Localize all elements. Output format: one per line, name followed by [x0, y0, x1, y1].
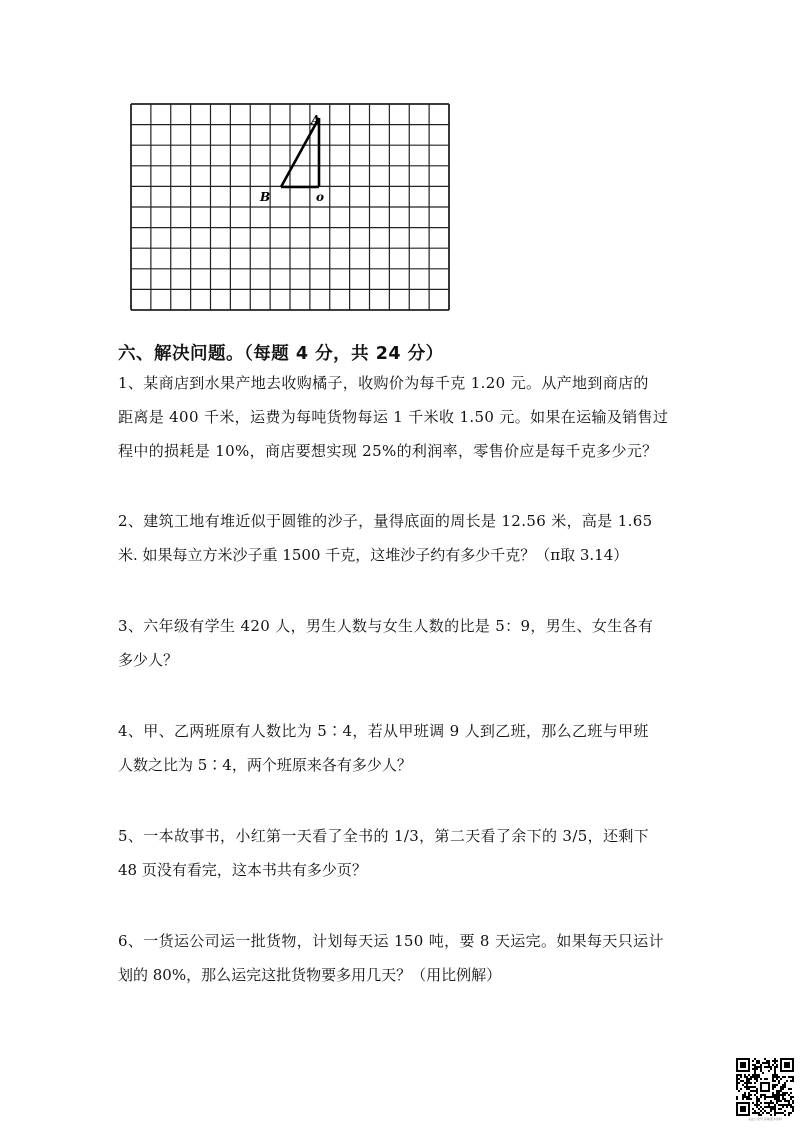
problem-line: 3、六年级有学生 420 人，男生人数与女生人数的比是 5：9，男生、女生各有 [118, 617, 654, 635]
problem-line: 5、一本故事书，小红第一天看了全书的 1/3，第二天看了余下的 3/5，还剩下 [118, 827, 650, 845]
problem-2 [118, 504, 698, 572]
problem-line: 距离是 400 千米，运费为每吨货物每运 1 千米收 1.50 元。如果在运输及销售过 [118, 408, 669, 426]
problem-line: 1、某商店到水果产地去收购橘子，收购价为每千克 1.20 元。从产地到商店的 [118, 374, 649, 392]
problem-line: 米. 如果每立方米沙子重 1500 千克，这堆沙子约有多少千克？（π取 3.14） [118, 546, 629, 564]
grid-lines [131, 104, 449, 310]
problem-line: 人数之比为 5∶4，两个班原来各有多少人？ [118, 756, 412, 774]
problem-line: 程中的损耗是 10%，商店要想实现 25%的利润率，零售价应是每千克多少元？ [118, 442, 658, 460]
problem-line: 6、一货运公司运一批货物，计划每天运 150 吨，要 8 天运完。如果每天只运计 [118, 932, 664, 950]
point-label-a: A [311, 113, 321, 127]
problem-line: 划的 80%，那么运完这批货物要多用几天？（用比例解） [118, 966, 502, 984]
problem-4 [118, 714, 698, 782]
problem-1 [118, 366, 698, 468]
problem-3 [118, 609, 698, 677]
triangle-side-ab [281, 118, 319, 187]
problem-line: 多少人？ [118, 651, 179, 669]
point-label-o: o [316, 190, 325, 204]
point-label-b: B [260, 190, 271, 204]
problem-line: 48 页没有看完，这本书共有多少页？ [118, 861, 367, 879]
problem-line: 2、建筑工地有堆近似于圆锥的沙子，量得底面的周长是 12.56 米，高是 1.65 [118, 512, 653, 530]
qr-caption: 关注公众号·获取更多资料 [748, 1117, 782, 1121]
problem-5 [118, 819, 698, 887]
problem-line: 4、甲、乙两班原有人数比为 5∶4，若从甲班调 9 人到乙班，那么乙班与甲班 [118, 722, 649, 740]
qr-code [736, 1058, 794, 1122]
grid-figure [130, 103, 450, 311]
qr-code-image [736, 1058, 794, 1116]
section-title: 六、解决问题。（每题 4 分，共 24 分） [118, 344, 444, 364]
problem-6 [118, 924, 698, 992]
